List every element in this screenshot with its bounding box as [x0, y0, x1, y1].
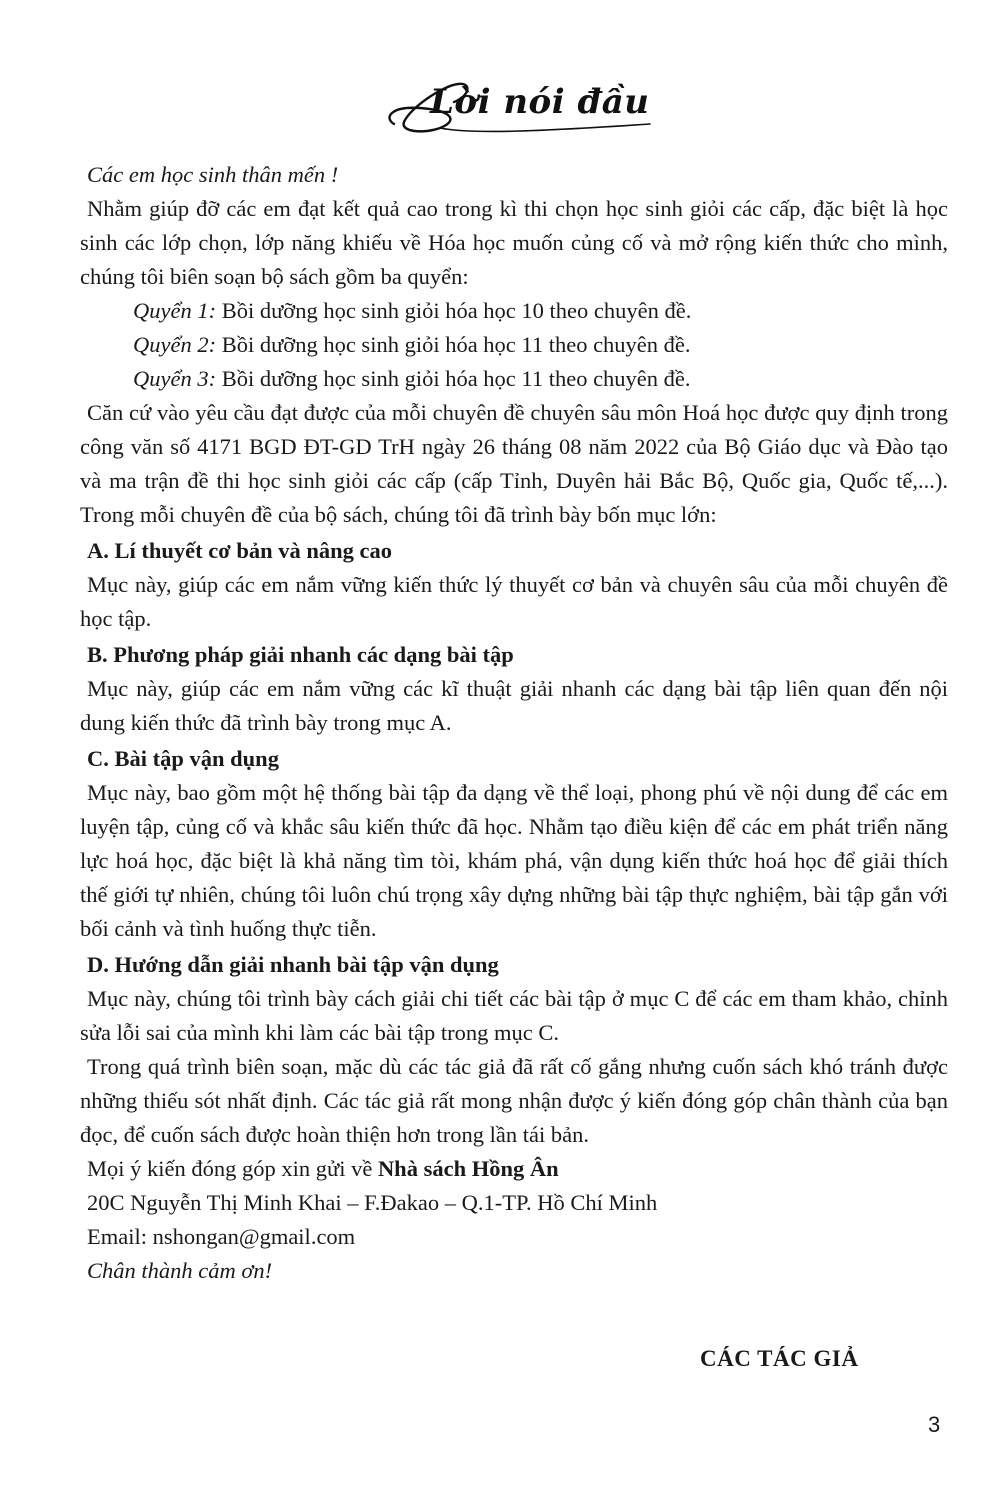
closing-paragraph: Trong quá trình biên soạn, mặc dù các tác giả đã rất cố gắng nhưng cuốn sách khó tránh được những thiếu sót nhất định. Các tác giả rất mong nhận được ý kiến đóng góp chân thành của bạn đọc, để cuốn sách được hoàn thiện hơn trong lần tái bản.: [80, 1054, 948, 1147]
publisher-name: Nhà sách Hồng Ân: [377, 1156, 559, 1181]
section-text-a: Mục này, giúp các em nắm vững kiến thức lý thuyết cơ bản và chuyên sâu của mỗi chuyên đề học tập.: [80, 572, 948, 631]
feedback-prefix: Mọi ý kiến đóng góp xin gửi về: [87, 1156, 378, 1181]
feedback-line: [80, 1152, 948, 1186]
title-block: [380, 62, 670, 152]
authors-signature: CÁC TÁC GIẢ: [700, 1346, 859, 1371]
book-label: Quyển 1:: [133, 298, 217, 323]
book-item: [80, 362, 948, 396]
preface-body: [80, 158, 948, 1288]
greeting: Các em học sinh thân mến !: [87, 162, 339, 187]
thanks-line: Chân thành cảm ơn!: [87, 1258, 273, 1283]
section-heading-c: C. Bài tập vận dụng: [87, 746, 279, 771]
book-text: Bồi dưỡng học sinh giỏi hóa học 11 theo chuyên đề.: [221, 366, 691, 391]
book-item: [80, 294, 948, 328]
book-text: Bồi dưỡng học sinh giỏi hóa học 10 theo chuyên đề.: [221, 298, 692, 323]
section-heading-d: D. Hướng dẫn giải nhanh bài tập vận dụng: [87, 952, 499, 977]
section-heading-a: A. Lí thuyết cơ bản và nâng cao: [87, 538, 392, 563]
publisher-email: Email: nshongan@gmail.com: [87, 1224, 356, 1249]
basis-paragraph: Căn cứ vào yêu cầu đạt được của mỗi chuyên đề chuyên sâu môn Hoá học được quy định trong công văn số 4171 BGD ĐT-GD TrH ngày 26 tháng 08 năm 2022 của Bộ Giáo dục và Đào tạo và ma trận đề thi học sinh giỏi các cấp (cấp Tỉnh, Duyên hải Bắc Bộ, Quốc gia, Quốc tế,...). Trong mỗi chuyên đề của bộ sách, chúng tôi đã trình bày bốn mục lớn:: [80, 400, 948, 527]
section-text-c: Mục này, bao gồm một hệ thống bài tập đa dạng về thể loại, phong phú về nội dung để các em luyện tập, củng cố và khắc sâu kiến thức đã học. Nhằm tạo điều kiện để các em phát triển năng lực hoá học, đặc biệt là khả năng tìm tòi, khám phá, vận dụng kiến thức hoá học để giải thích thế giới tự nhiên, chúng tôi luôn chú trọng xây dựng những bài tập thực nghiệm, bài tập gắn với bối cảnh và tình huống thực tiễn.: [80, 780, 948, 941]
book-item: [80, 328, 948, 362]
page-number: 3: [928, 1412, 941, 1437]
section-heading-b: B. Phương pháp giải nhanh các dạng bài tập: [87, 642, 514, 667]
section-text-d: Mục này, chúng tôi trình bày cách giải chi tiết các bài tập ở mục C để các em tham khảo, chỉnh sửa lỗi sai của mình khi làm các bài tập trong mục C.: [80, 986, 948, 1045]
book-text: Bồi dưỡng học sinh giỏi hóa học 11 theo chuyên đề.: [221, 332, 691, 357]
intro-paragraph: Nhằm giúp đỡ các em đạt kết quả cao trong kì thi chọn học sinh giỏi các cấp, đặc biệt là học sinh các lớp chọn, lớp năng khiếu về Hóa học muốn củng cố và mở rộng kiến thức cho mình, chúng tôi biên soạn bộ sách gồm ba quyển:: [80, 196, 948, 289]
page-title: Lời nói đầu: [430, 82, 650, 122]
section-text-b: Mục này, giúp các em nắm vững các kĩ thuật giải nhanh các dạng bài tập liên quan đến nội dung kiến thức đã trình bày trong mục A.: [80, 676, 948, 735]
book-label: Quyển 3:: [133, 366, 217, 391]
book-label: Quyển 2:: [133, 332, 217, 357]
publisher-address: 20C Nguyễn Thị Minh Khai – F.Đakao – Q.1-TP. Hồ Chí Minh: [87, 1190, 658, 1215]
